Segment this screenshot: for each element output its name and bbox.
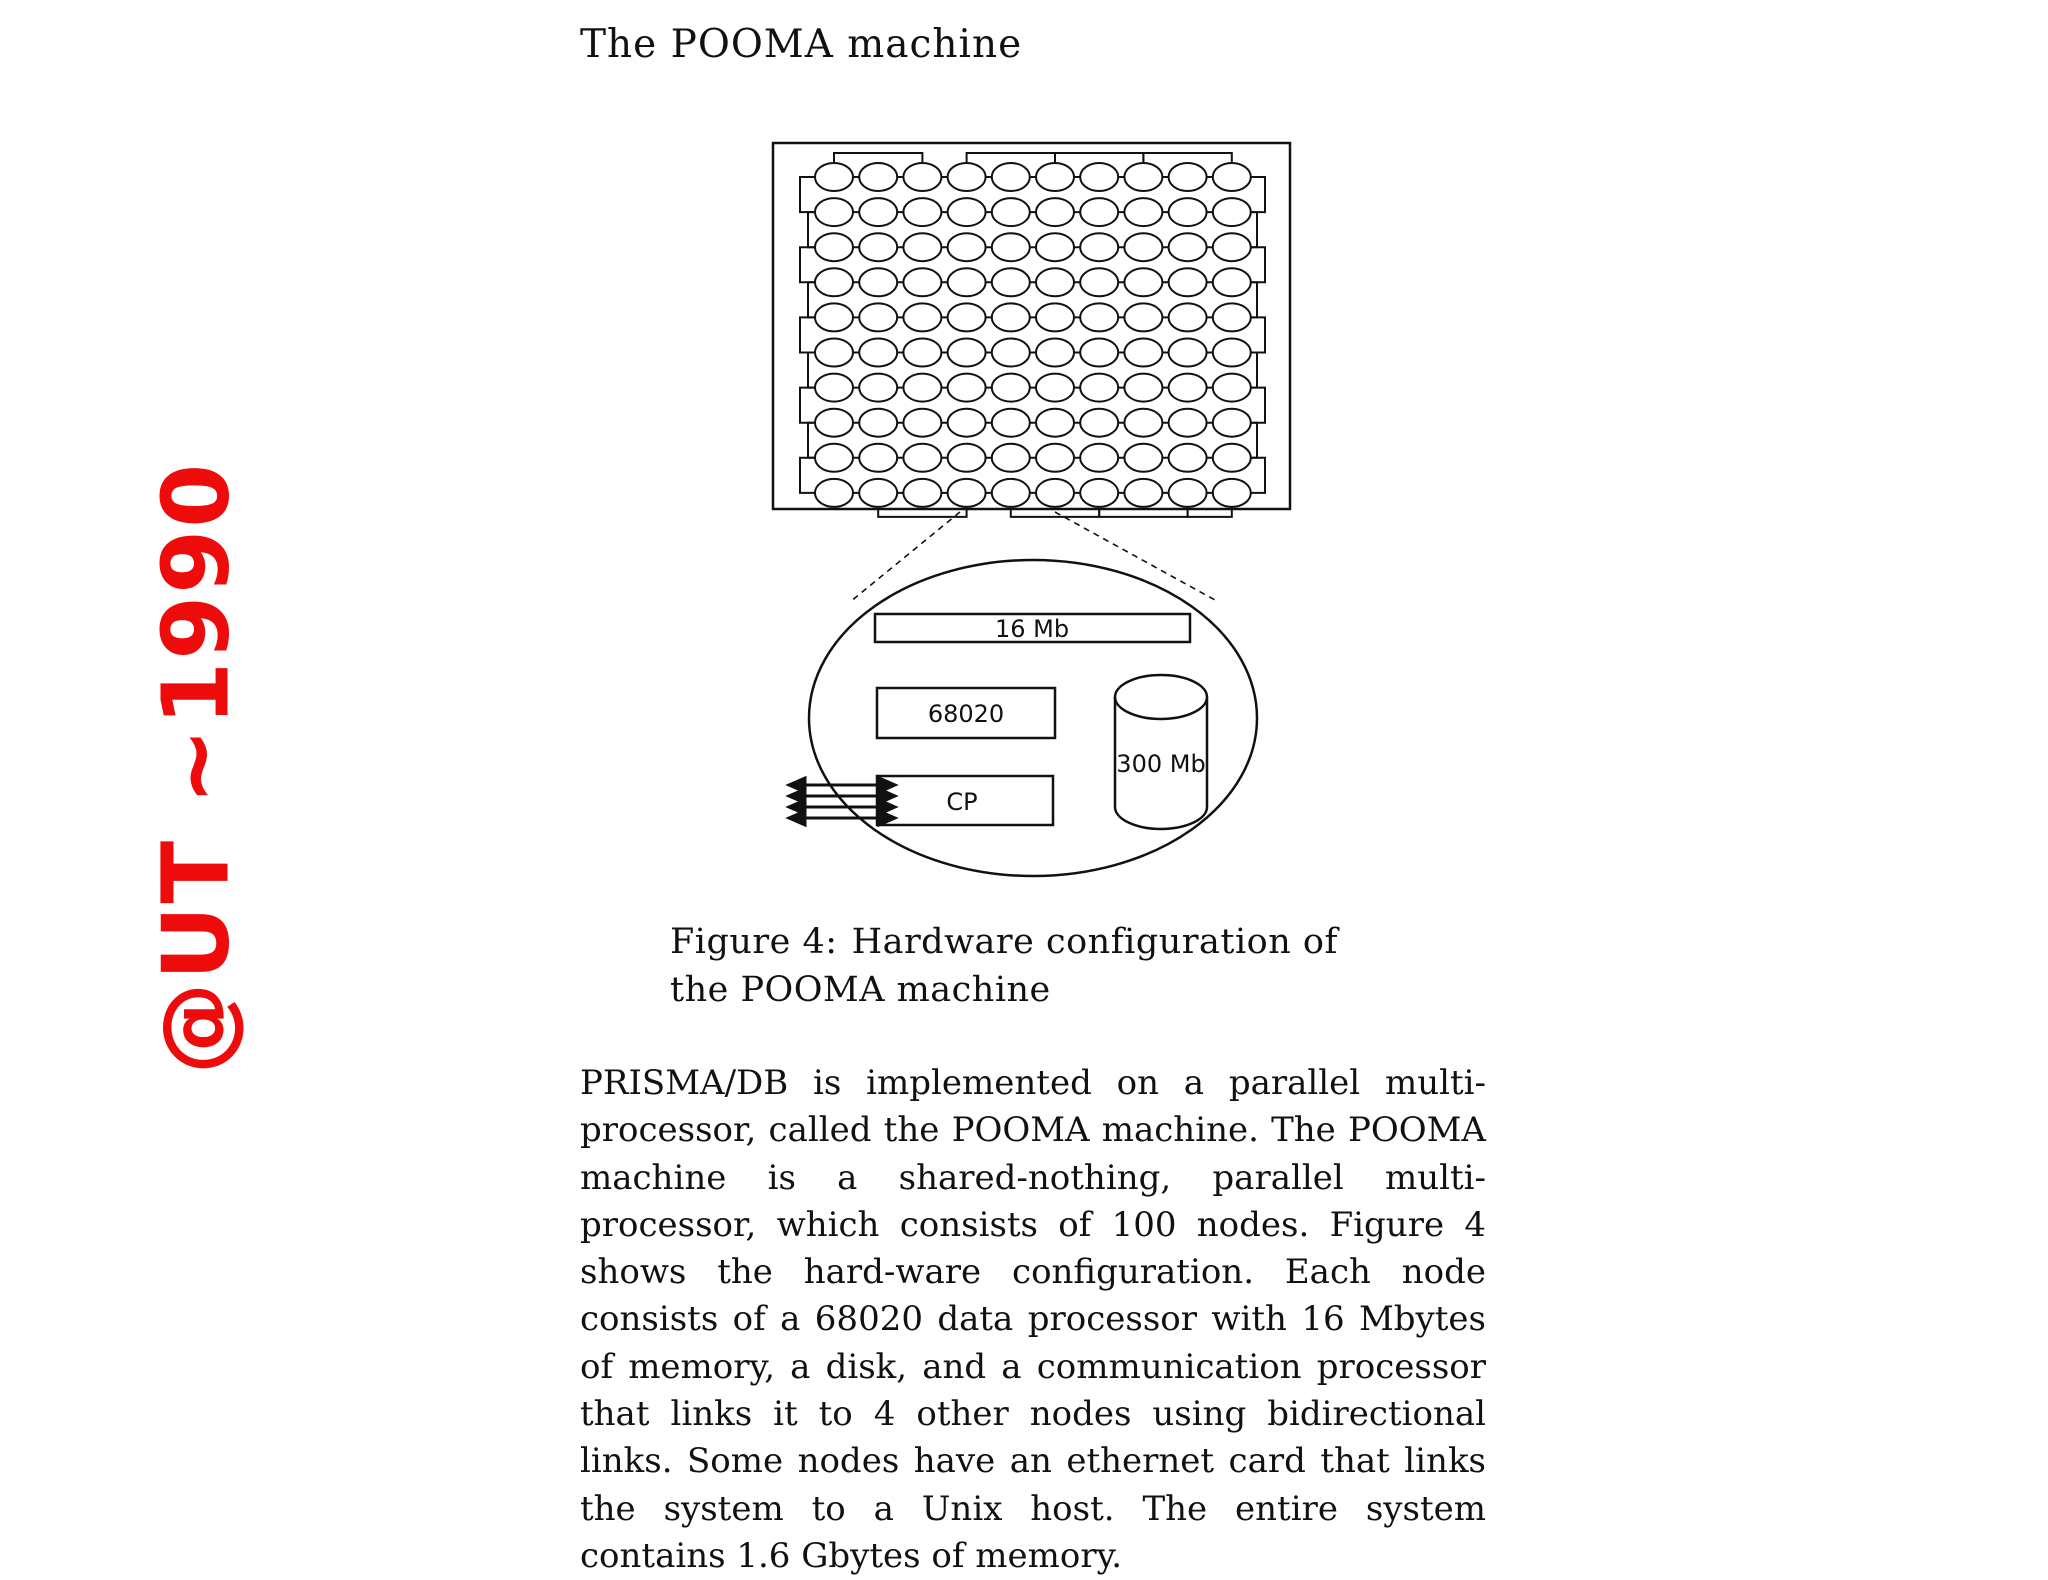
processor-node [1124,198,1162,226]
processor-node [859,198,897,226]
processor-node [1036,198,1074,226]
processor-node [1036,444,1074,472]
processor-node [948,268,986,296]
processor-node [1213,479,1251,507]
processor-node [992,374,1030,402]
processor-node [1080,374,1118,402]
memory-label: 16 Mb [994,615,1070,643]
processor-node [1080,303,1118,331]
edge-link-top [1143,153,1231,163]
processor-node [948,339,986,367]
processor-node [815,374,853,402]
processor-node [1169,233,1207,261]
caption-label: Figure 4: [670,922,838,962]
body-paragraph: PRISMA/DB is implemented on a parallel multi-processor, called the POOMA machine. The POOMA machine is a shared-nothing, parallel multi-processor, which consists of 100 nodes. Figure 4 shows the hard-ware configuration. Each node consists of a 68020 data processor with 16 Mbytes of memory, a disk, and a communication processor that links it to 4 other nodes using bidirectional links. Some nodes have an ethernet card that links the system to a Unix host. The entire system contains 1.6 Gbytes of memory. [580,1063,1486,1576]
processor-node [903,268,941,296]
processor-node [992,198,1030,226]
processor-node [1036,374,1074,402]
processor-node [1169,303,1207,331]
processor-node [1080,268,1118,296]
processor-node [815,444,853,472]
processor-node [903,409,941,437]
processor-node [859,444,897,472]
processor-node [992,339,1030,367]
processor-node [859,233,897,261]
processor-node [1213,374,1251,402]
figure-caption [670,918,1390,1014]
processor-node [859,303,897,331]
processor-node [903,163,941,191]
processor-node [859,163,897,191]
processor-node [1169,374,1207,402]
processor-node [815,233,853,261]
processor-node [815,339,853,367]
processor-node [948,233,986,261]
processor-node [903,479,941,507]
processor-node [815,163,853,191]
edge-link-right [1251,247,1265,282]
processor-node [1080,479,1118,507]
edge-link-left [808,282,815,317]
processor-node [992,409,1030,437]
edge-link-top [967,153,1055,163]
processor-node [903,374,941,402]
processor-node [948,444,986,472]
processor-node [1036,268,1074,296]
edge-link-left [808,423,815,458]
processor-node [948,163,986,191]
processor-node [859,374,897,402]
processor-node [859,409,897,437]
processor-node [859,268,897,296]
processor-node [859,339,897,367]
edge-link-right [1251,458,1265,493]
edge-link-left [800,177,815,212]
processor-node [1036,303,1074,331]
processor-node [1213,444,1251,472]
processor-node [1124,374,1162,402]
processor-node [1213,163,1251,191]
edge-link-top [834,153,922,163]
processor-node [1080,233,1118,261]
processor-node [1169,268,1207,296]
processor-node [1080,198,1118,226]
communication-processor-label: CP [946,788,978,816]
processor-node [992,303,1030,331]
edge-link-right [1251,317,1265,352]
processor-node [1080,409,1118,437]
processor-node [1036,163,1074,191]
edge-link-top [1055,153,1143,163]
processor-node [903,339,941,367]
processor-node [1213,198,1251,226]
processor-node [948,479,986,507]
processor-node [992,479,1030,507]
processor-node [815,479,853,507]
processor-node [1213,233,1251,261]
processor-node [1036,233,1074,261]
edge-link-left [800,317,815,352]
edge-link-right [1251,388,1265,423]
node-grid [800,153,1265,517]
processor-node [992,233,1030,261]
processor-node [1124,339,1162,367]
zoom-line-right [1055,512,1215,600]
data-processor-label: 68020 [927,700,1005,728]
processor-node [948,198,986,226]
processor-node [1169,444,1207,472]
processor-node [1124,409,1162,437]
processor-node [1124,163,1162,191]
section-heading: The POOMA machine [580,22,1023,67]
processor-node [1169,198,1207,226]
processor-node [1213,339,1251,367]
processor-node [1213,303,1251,331]
edge-link-left [800,247,815,282]
edge-link-left [800,458,815,493]
edge-link-left [808,353,815,388]
edge-link-right [1251,423,1257,458]
processor-node [1124,233,1162,261]
processor-node [1124,303,1162,331]
edge-link-right [1251,212,1257,247]
processor-node [1169,409,1207,437]
processor-node [903,303,941,331]
processor-node [1213,268,1251,296]
processor-node [992,444,1030,472]
edge-link-left [800,388,815,423]
processor-node [1080,163,1118,191]
processor-node [815,268,853,296]
processor-node [1124,479,1162,507]
processor-node [903,444,941,472]
watermark-label: @UT ~1990 [142,461,250,1075]
processor-node [1124,444,1162,472]
processor-node [815,198,853,226]
disk-label: 300 Mb [1116,750,1206,778]
edge-link-right [1251,282,1257,317]
processor-node [1169,339,1207,367]
processor-node [1080,444,1118,472]
processor-node [815,303,853,331]
processor-node [1169,163,1207,191]
processor-node [859,479,897,507]
processor-node [1036,479,1074,507]
processor-node [1036,409,1074,437]
edge-link-left [808,212,815,247]
edge-link-right [1251,353,1257,388]
processor-node [1213,409,1251,437]
caption-text: Hardware configuration of the POOMA machine [670,922,1338,1010]
processor-node [948,409,986,437]
processor-node [948,374,986,402]
processor-node [1036,339,1074,367]
processor-node [1080,339,1118,367]
processor-node [992,268,1030,296]
processor-node [815,409,853,437]
processor-node [948,303,986,331]
processor-node [992,163,1030,191]
processor-node [903,198,941,226]
processor-node [1169,479,1207,507]
edge-link-right [1251,177,1265,212]
processor-node [1124,268,1162,296]
processor-node [903,233,941,261]
